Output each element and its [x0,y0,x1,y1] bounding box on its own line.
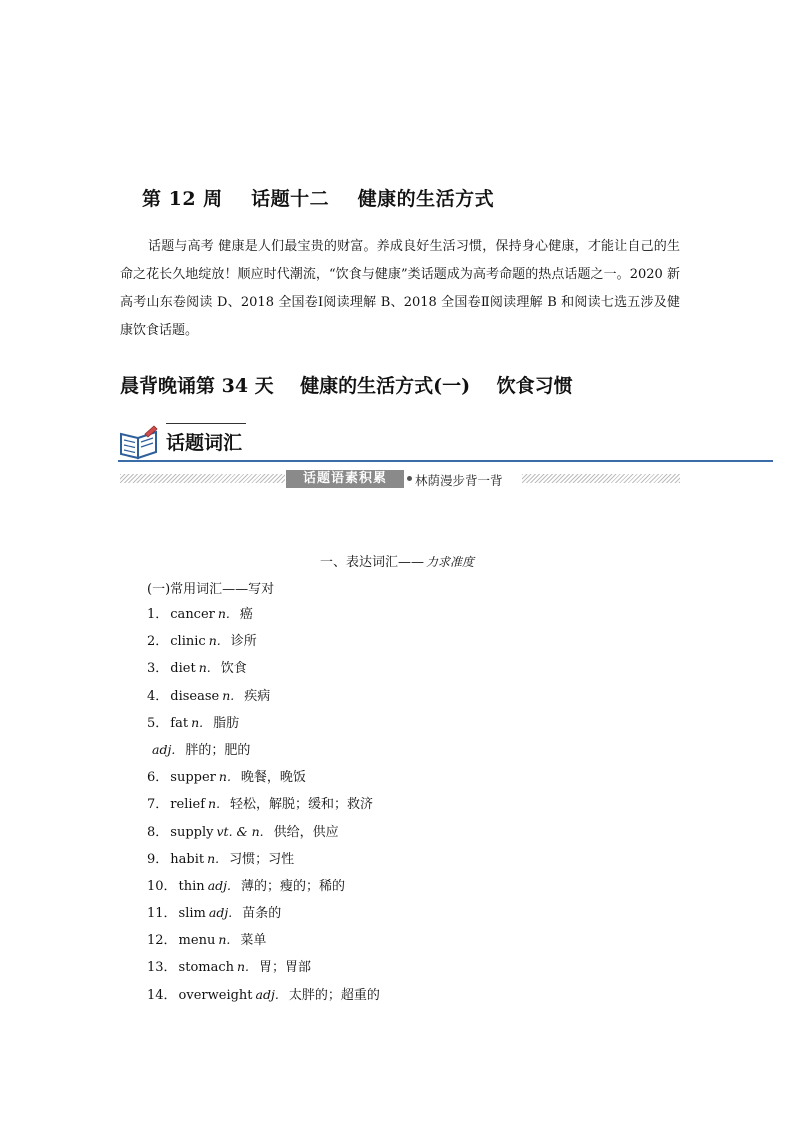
vocab-word: overweight [178,987,253,1003]
vocab-meaning: 苗条的 [242,906,282,922]
vocab-pos: n. [218,769,231,785]
banner-label: 话题词汇 [166,432,243,454]
vocab-item [147,627,380,654]
vocab-number: 5． [147,715,169,731]
vocab-meaning: 轻松，解脱；缓和；救济 [230,797,374,813]
vocab-item [147,600,380,627]
vocab-item [147,736,380,763]
vocab-list [147,600,380,1008]
vocab-item [147,872,380,899]
vocab-number: 2． [147,634,169,650]
week-title: 第 12 周 话题十二 健康的生活方式 [142,188,495,210]
vocab-word: relief [170,797,206,813]
vocab-word: slim [178,906,206,922]
vocab-item [147,926,380,953]
bullet-dot [407,476,412,481]
vocab-meaning: 晚餐，晚饭 [240,770,306,786]
vocab-number: 1． [147,607,169,622]
vocab-word: menu [178,933,216,949]
vocab-number: 13． [147,960,177,976]
day-title: 晨背晚诵第 34 天 健康的生活方式(一) 饮食习惯 [120,375,573,397]
vocab-pos: vt. & n. [216,823,264,839]
vocab-pos: adj. [152,741,176,757]
vocab-meaning: 疾病 [244,688,271,704]
topic-banner [118,418,773,464]
vocab-number: 9． [147,851,169,867]
vocab-item [147,818,380,845]
vocab-word: thin [178,878,205,894]
section-title [0,551,794,570]
vocab-meaning: 胖的；肥的 [185,742,251,758]
subsection-title: (一)常用词汇——写对 [147,582,275,597]
vocab-word: fat [170,715,189,731]
vocab-item [147,981,380,1008]
section-title-hand: 力求准度 [426,555,475,569]
vocab-meaning: 脂肪 [213,715,240,731]
vocab-pos: n. [222,687,235,703]
vocab-meaning: 菜单 [240,933,267,949]
vocab-item [147,682,380,709]
hatch-right [522,474,680,483]
vocab-word: supply [170,824,214,840]
vocab-word: stomach [178,960,234,976]
vocab-item [147,790,380,817]
vocab-word: habit [170,851,205,867]
hatch-left [120,474,285,483]
vocab-meaning: 胃；胃部 [259,960,312,976]
vocab-pos: adj. [255,986,279,1002]
banner-rule [118,460,773,462]
vocab-item [147,654,380,681]
vocab-pos: n. [217,606,230,621]
section-title-text: 一、表达词汇—— [319,555,424,570]
vocab-pos: n. [198,660,211,676]
vocab-word: clinic [170,634,206,650]
accumulation-subtitle: 林荫漫步背一背 [415,473,503,488]
vocab-pos: n. [208,796,221,812]
vocab-pos: n. [218,932,231,948]
vocab-pos: n. [208,633,221,649]
vocab-number: 7． [147,797,169,813]
banner-overline [166,423,246,424]
vocab-word: diet [170,661,196,677]
vocab-number: 8． [147,824,169,840]
vocab-number: 12． [147,933,177,949]
vocab-item [147,845,380,872]
vocab-pos: n. [207,850,220,866]
accumulation-label: 话题语素积累 [286,470,404,488]
vocab-meaning: 太胖的；超重的 [288,987,380,1003]
vocab-pos: n. [191,714,204,730]
intro-paragraph: 话题与高考 健康是人们最宝贵的财富。养成良好生活习惯，保持身心健康，才能让自己的生命之花长久地绽放！顺应时代潮流，“饮食与健康”类话题成为高考命题的热点话题之一。2020 新高考山东卷阅读 D、2018 全国卷Ⅰ阅读理解 B、2018 全国卷Ⅱ阅读理解 B 和阅读七选五涉及健康饮食话题。 [120,239,680,338]
vocab-number: 11． [147,906,177,922]
vocab-item [147,953,380,980]
vocab-meaning: 饮食 [220,661,247,677]
vocab-item [147,899,380,926]
vocab-meaning: 癌 [239,607,253,622]
vocab-word: supper [170,770,216,786]
vocab-number: 4． [147,688,169,704]
accumulation-bar [120,470,680,488]
vocab-number: 10． [147,878,177,894]
vocab-number: 14． [147,987,177,1003]
vocab-meaning: 习惯；习性 [229,851,295,867]
vocab-word: cancer [170,607,215,622]
vocab-pos: adj. [207,877,231,893]
vocab-item [147,763,380,790]
vocab-meaning: 供给，供应 [273,824,339,840]
vocab-meaning: 薄的；瘦的；稀的 [241,878,346,894]
vocab-meaning: 诊所 [230,634,257,650]
vocab-number: 3． [147,661,169,677]
book-icon [118,424,160,460]
vocab-number: 6． [147,770,169,786]
vocab-item [147,709,380,736]
vocab-pos: adj. [208,905,233,921]
vocab-pos: n. [237,959,250,975]
vocab-word: disease [170,688,220,704]
